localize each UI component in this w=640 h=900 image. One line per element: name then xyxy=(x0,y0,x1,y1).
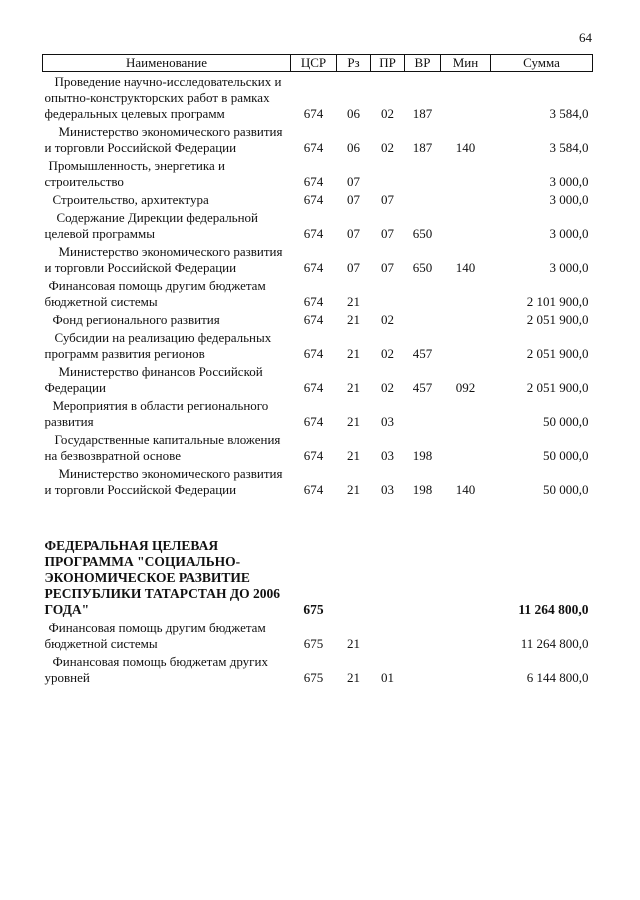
row-pr: 02 xyxy=(381,380,394,395)
row-vr: 187 xyxy=(412,140,433,155)
row-pr: 02 xyxy=(381,312,394,327)
table-row xyxy=(43,72,593,123)
row-vr: 650 xyxy=(412,226,433,241)
budget-table xyxy=(42,54,593,686)
row-rz: 06 xyxy=(347,140,360,155)
row-vr xyxy=(405,396,441,430)
row-rz: 21 xyxy=(347,414,360,429)
table-row xyxy=(43,208,593,242)
row-min: 092 xyxy=(455,380,476,395)
row-rz: 21 xyxy=(347,448,360,463)
row-sum: 3 584,0 xyxy=(549,106,589,121)
row-sum: 50 000,0 xyxy=(543,414,589,429)
table-row xyxy=(43,464,593,498)
row-rz: 21 xyxy=(347,636,360,651)
row-pr: 02 xyxy=(381,140,394,155)
page-number: 64 xyxy=(579,30,592,45)
row-pr: 07 xyxy=(381,260,394,275)
row-name: ФЕДЕРАЛЬНАЯ ЦЕЛЕВАЯ ПРОГРАММА "СОЦИАЛЬНО-ЭКОНОМИЧЕСКОЕ РАЗВИТИЕ РЕСПУБЛИКИ ТАТАРСТАН ДО 2006 ГОДА" xyxy=(44,538,280,617)
table-row xyxy=(43,156,593,190)
row-vr xyxy=(405,618,441,652)
row-csr: 674 xyxy=(303,140,324,155)
table-row xyxy=(43,430,593,464)
row-min: 140 xyxy=(455,140,476,155)
row-csr: 674 xyxy=(303,346,324,361)
row-rz: 21 xyxy=(347,346,360,361)
header-vr: ВР xyxy=(405,55,441,72)
row-min xyxy=(441,618,491,652)
table-row xyxy=(43,310,593,328)
row-min xyxy=(441,328,491,362)
header-min: Мин xyxy=(441,55,491,72)
row-sum: 50 000,0 xyxy=(543,448,589,463)
row-vr xyxy=(405,536,441,618)
row-vr xyxy=(405,156,441,190)
row-csr: 674 xyxy=(303,294,324,309)
header-pr: ПР xyxy=(371,55,405,72)
spacer-row xyxy=(43,498,593,536)
row-vr: 457 xyxy=(412,380,433,395)
row-name: Финансовая помощь другим бюджетам бюджетной системы xyxy=(44,278,266,309)
row-csr: 674 xyxy=(303,380,324,395)
program-heading-row xyxy=(43,536,593,618)
table-header-row xyxy=(43,55,593,72)
row-name: Промышленность, энергетика и строительство xyxy=(44,158,225,189)
row-sum: 3 584,0 xyxy=(549,140,589,155)
row-name: Финансовая помощь бюджетам других уровней xyxy=(44,654,268,685)
row-rz: 21 xyxy=(347,294,360,309)
row-rz xyxy=(337,536,371,618)
row-name: Финансовая помощь другим бюджетам бюджетной системы xyxy=(44,620,266,651)
table-row xyxy=(43,242,593,276)
table-row xyxy=(43,362,593,396)
row-csr: 674 xyxy=(303,106,324,121)
row-csr: 674 xyxy=(303,414,324,429)
row-min xyxy=(441,396,491,430)
row-sum: 3 000,0 xyxy=(549,192,589,207)
row-pr: 03 xyxy=(381,448,394,463)
row-csr: 674 xyxy=(303,174,324,189)
row-vr xyxy=(405,652,441,686)
table-row xyxy=(43,276,593,310)
row-rz: 07 xyxy=(347,174,360,189)
row-name: Субсидии на реализацию федеральных программ развития регионов xyxy=(44,330,272,361)
row-sum: 11 264 800,0 xyxy=(518,602,589,617)
table-row xyxy=(43,328,593,362)
row-name: Проведение научно-исследовательских и опытно-конструкторских работ в рамках федеральных целевых программ xyxy=(44,74,282,121)
row-pr xyxy=(371,156,405,190)
row-csr: 675 xyxy=(303,636,324,651)
row-sum: 2 101 900,0 xyxy=(526,294,589,309)
row-rz: 21 xyxy=(347,380,360,395)
row-rz: 07 xyxy=(347,226,360,241)
row-name: Министерство финансов Российской Федерации xyxy=(44,364,263,395)
row-csr: 674 xyxy=(303,482,324,497)
row-min xyxy=(441,190,491,208)
row-name: Фонд регионального развития xyxy=(52,312,220,327)
header-name: Наименование xyxy=(43,55,291,72)
row-rz: 21 xyxy=(347,670,360,685)
row-min xyxy=(441,276,491,310)
row-pr xyxy=(371,536,405,618)
row-pr: 01 xyxy=(381,670,394,685)
header-rz: Рз xyxy=(337,55,371,72)
table-row xyxy=(43,652,593,686)
table-row xyxy=(43,396,593,430)
row-name: Строительство, архитектура xyxy=(52,192,209,207)
row-pr: 03 xyxy=(381,414,394,429)
row-pr: 07 xyxy=(381,226,394,241)
row-pr: 02 xyxy=(381,106,394,121)
row-name: Министерство экономического развития и торговли Российской Федерации xyxy=(44,124,283,155)
table-row xyxy=(43,618,593,652)
row-min xyxy=(441,536,491,618)
row-vr: 457 xyxy=(412,346,433,361)
row-rz: 21 xyxy=(347,482,360,497)
row-rz: 07 xyxy=(347,260,360,275)
row-rz: 21 xyxy=(347,312,360,327)
row-min xyxy=(441,156,491,190)
table-row xyxy=(43,122,593,156)
row-csr: 674 xyxy=(303,226,324,241)
row-min xyxy=(441,208,491,242)
row-vr: 198 xyxy=(412,482,433,497)
row-sum: 2 051 900,0 xyxy=(526,346,589,361)
row-sum: 3 000,0 xyxy=(549,174,589,189)
row-vr: 187 xyxy=(412,106,433,121)
row-min xyxy=(441,652,491,686)
row-csr: 675 xyxy=(303,602,324,617)
row-name: Государственные капитальные вложения на безвозвратной основе xyxy=(44,432,281,463)
row-sum: 3 000,0 xyxy=(549,260,589,275)
row-name: Мероприятия в области регионального развития xyxy=(44,398,269,429)
row-vr: 198 xyxy=(412,448,433,463)
row-sum: 2 051 900,0 xyxy=(526,380,589,395)
row-vr xyxy=(405,276,441,310)
spacer-cell xyxy=(43,498,593,536)
row-vr xyxy=(405,190,441,208)
table-row xyxy=(43,190,593,208)
row-min xyxy=(441,430,491,464)
row-csr: 674 xyxy=(303,260,324,275)
row-pr: 07 xyxy=(381,192,394,207)
row-name: Министерство экономического развития и торговли Российской Федерации xyxy=(44,466,283,497)
row-pr xyxy=(371,618,405,652)
row-pr xyxy=(371,276,405,310)
table-body xyxy=(43,72,593,687)
row-min xyxy=(441,72,491,123)
row-csr: 674 xyxy=(303,312,324,327)
row-sum: 3 000,0 xyxy=(549,226,589,241)
row-sum: 50 000,0 xyxy=(543,482,589,497)
row-vr: 650 xyxy=(412,260,433,275)
row-min: 140 xyxy=(455,260,476,275)
row-csr: 675 xyxy=(303,670,324,685)
row-sum: 6 144 800,0 xyxy=(526,670,589,685)
row-sum: 11 264 800,0 xyxy=(520,636,589,651)
row-csr: 674 xyxy=(303,192,324,207)
row-name: Министерство экономического развития и торговли Российской Федерации xyxy=(44,244,283,275)
row-csr: 674 xyxy=(303,448,324,463)
row-name: Содержание Дирекции федеральной целевой программы xyxy=(44,210,259,241)
row-pr: 02 xyxy=(381,346,394,361)
row-sum: 2 051 900,0 xyxy=(526,312,589,327)
row-vr xyxy=(405,310,441,328)
header-csr: ЦСР xyxy=(291,55,337,72)
row-rz: 06 xyxy=(347,106,360,121)
row-rz: 07 xyxy=(347,192,360,207)
header-sum: Сумма xyxy=(491,55,593,72)
row-min xyxy=(441,310,491,328)
row-pr: 03 xyxy=(381,482,394,497)
row-min: 140 xyxy=(455,482,476,497)
